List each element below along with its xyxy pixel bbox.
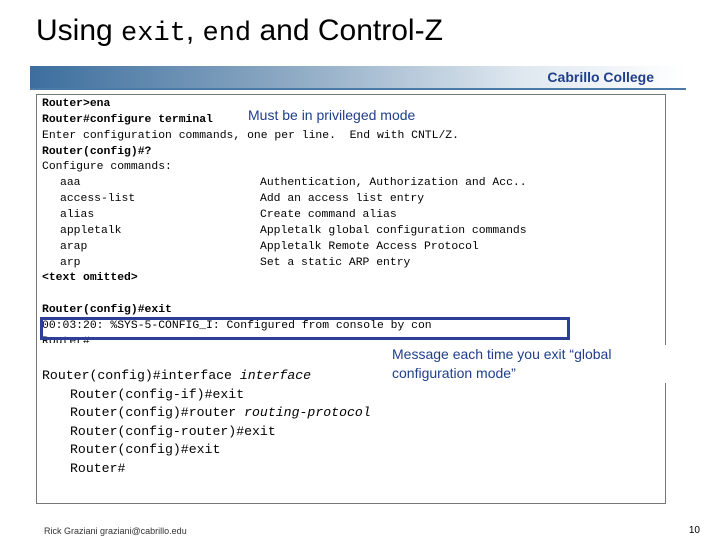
note-exit-message-line2: configuration mode” [392,365,516,381]
command-desc-access-list: Add an access list entry [260,193,425,205]
terminal-line-router-prompt: Router# [42,336,90,343]
terminal-line-help: Router(config)#? [42,146,152,158]
example-line-if-exit: Router(config-if)#exit [70,387,245,402]
terminal-line-configure: Router#configure terminal [42,114,213,126]
command-name-appletalk: appletalk [60,225,122,237]
example-line-interface [42,367,311,386]
example-line-router [70,404,371,423]
title-code-end: end [202,19,252,49]
note-privileged-mode: Must be in privileged mode [248,107,416,123]
command-desc-aaa: Authentication, Authorization and Acc.. [260,177,527,189]
terminal-text-omitted: <text omitted> [42,272,138,284]
slide-title [36,14,443,49]
title-part2: , [185,14,203,47]
command-name-aaa: aaa [60,177,81,189]
example-line-config-exit: Router(config)#exit [70,442,221,457]
note-exit-message [392,345,672,383]
command-desc-appletalk: Appletalk global configuration commands [260,225,527,237]
command-name-arap: arap [60,241,88,253]
example-line-router-prefix: Router(config)#router [70,405,245,420]
command-name-alias: alias [60,209,95,221]
command-name-access-list: access-list [60,193,136,205]
command-name-arp: arp [60,257,81,269]
example-line-interface-param: interface [239,368,312,383]
terminal-line-syslog: 00:03:20: %SYS-5-CONFIG_I: Configured from console by con [42,320,432,332]
note-exit-message-line1: Message each time you exit “global [392,346,612,362]
command-desc-arap: Appletalk Remote Access Protocol [260,241,479,253]
title-code-exit: exit [121,19,186,49]
banner-divider [30,88,686,90]
college-name: Cabrillo College [547,69,654,85]
command-desc-alias: Create command alias [260,209,397,221]
syslog-highlight-box [40,317,570,340]
title-part3: and Control-Z [251,14,443,47]
example-line-router-exit: Router(config-router)#exit [70,424,276,439]
command-desc-arp: Set a static ARP entry [260,257,411,269]
terminal-line-enter: Enter configuration commands, one per line. End with CNTL/Z. [42,130,459,142]
terminal-line-ena: Router>ena [42,98,111,110]
example-line-interface-prefix: Router(config)#interface [42,368,240,383]
title-part1: Using [36,14,122,47]
example-line-router-param: routing-protocol [244,405,371,420]
footer-author: Rick Graziani graziani@cabrillo.edu [44,526,187,536]
example-line-router-prompt: Router# [70,461,126,476]
page-number: 10 [688,525,700,536]
terminal-line-exit: Router(config)#exit [42,304,172,316]
terminal-line-configure-commands: Configure commands: [42,161,172,173]
